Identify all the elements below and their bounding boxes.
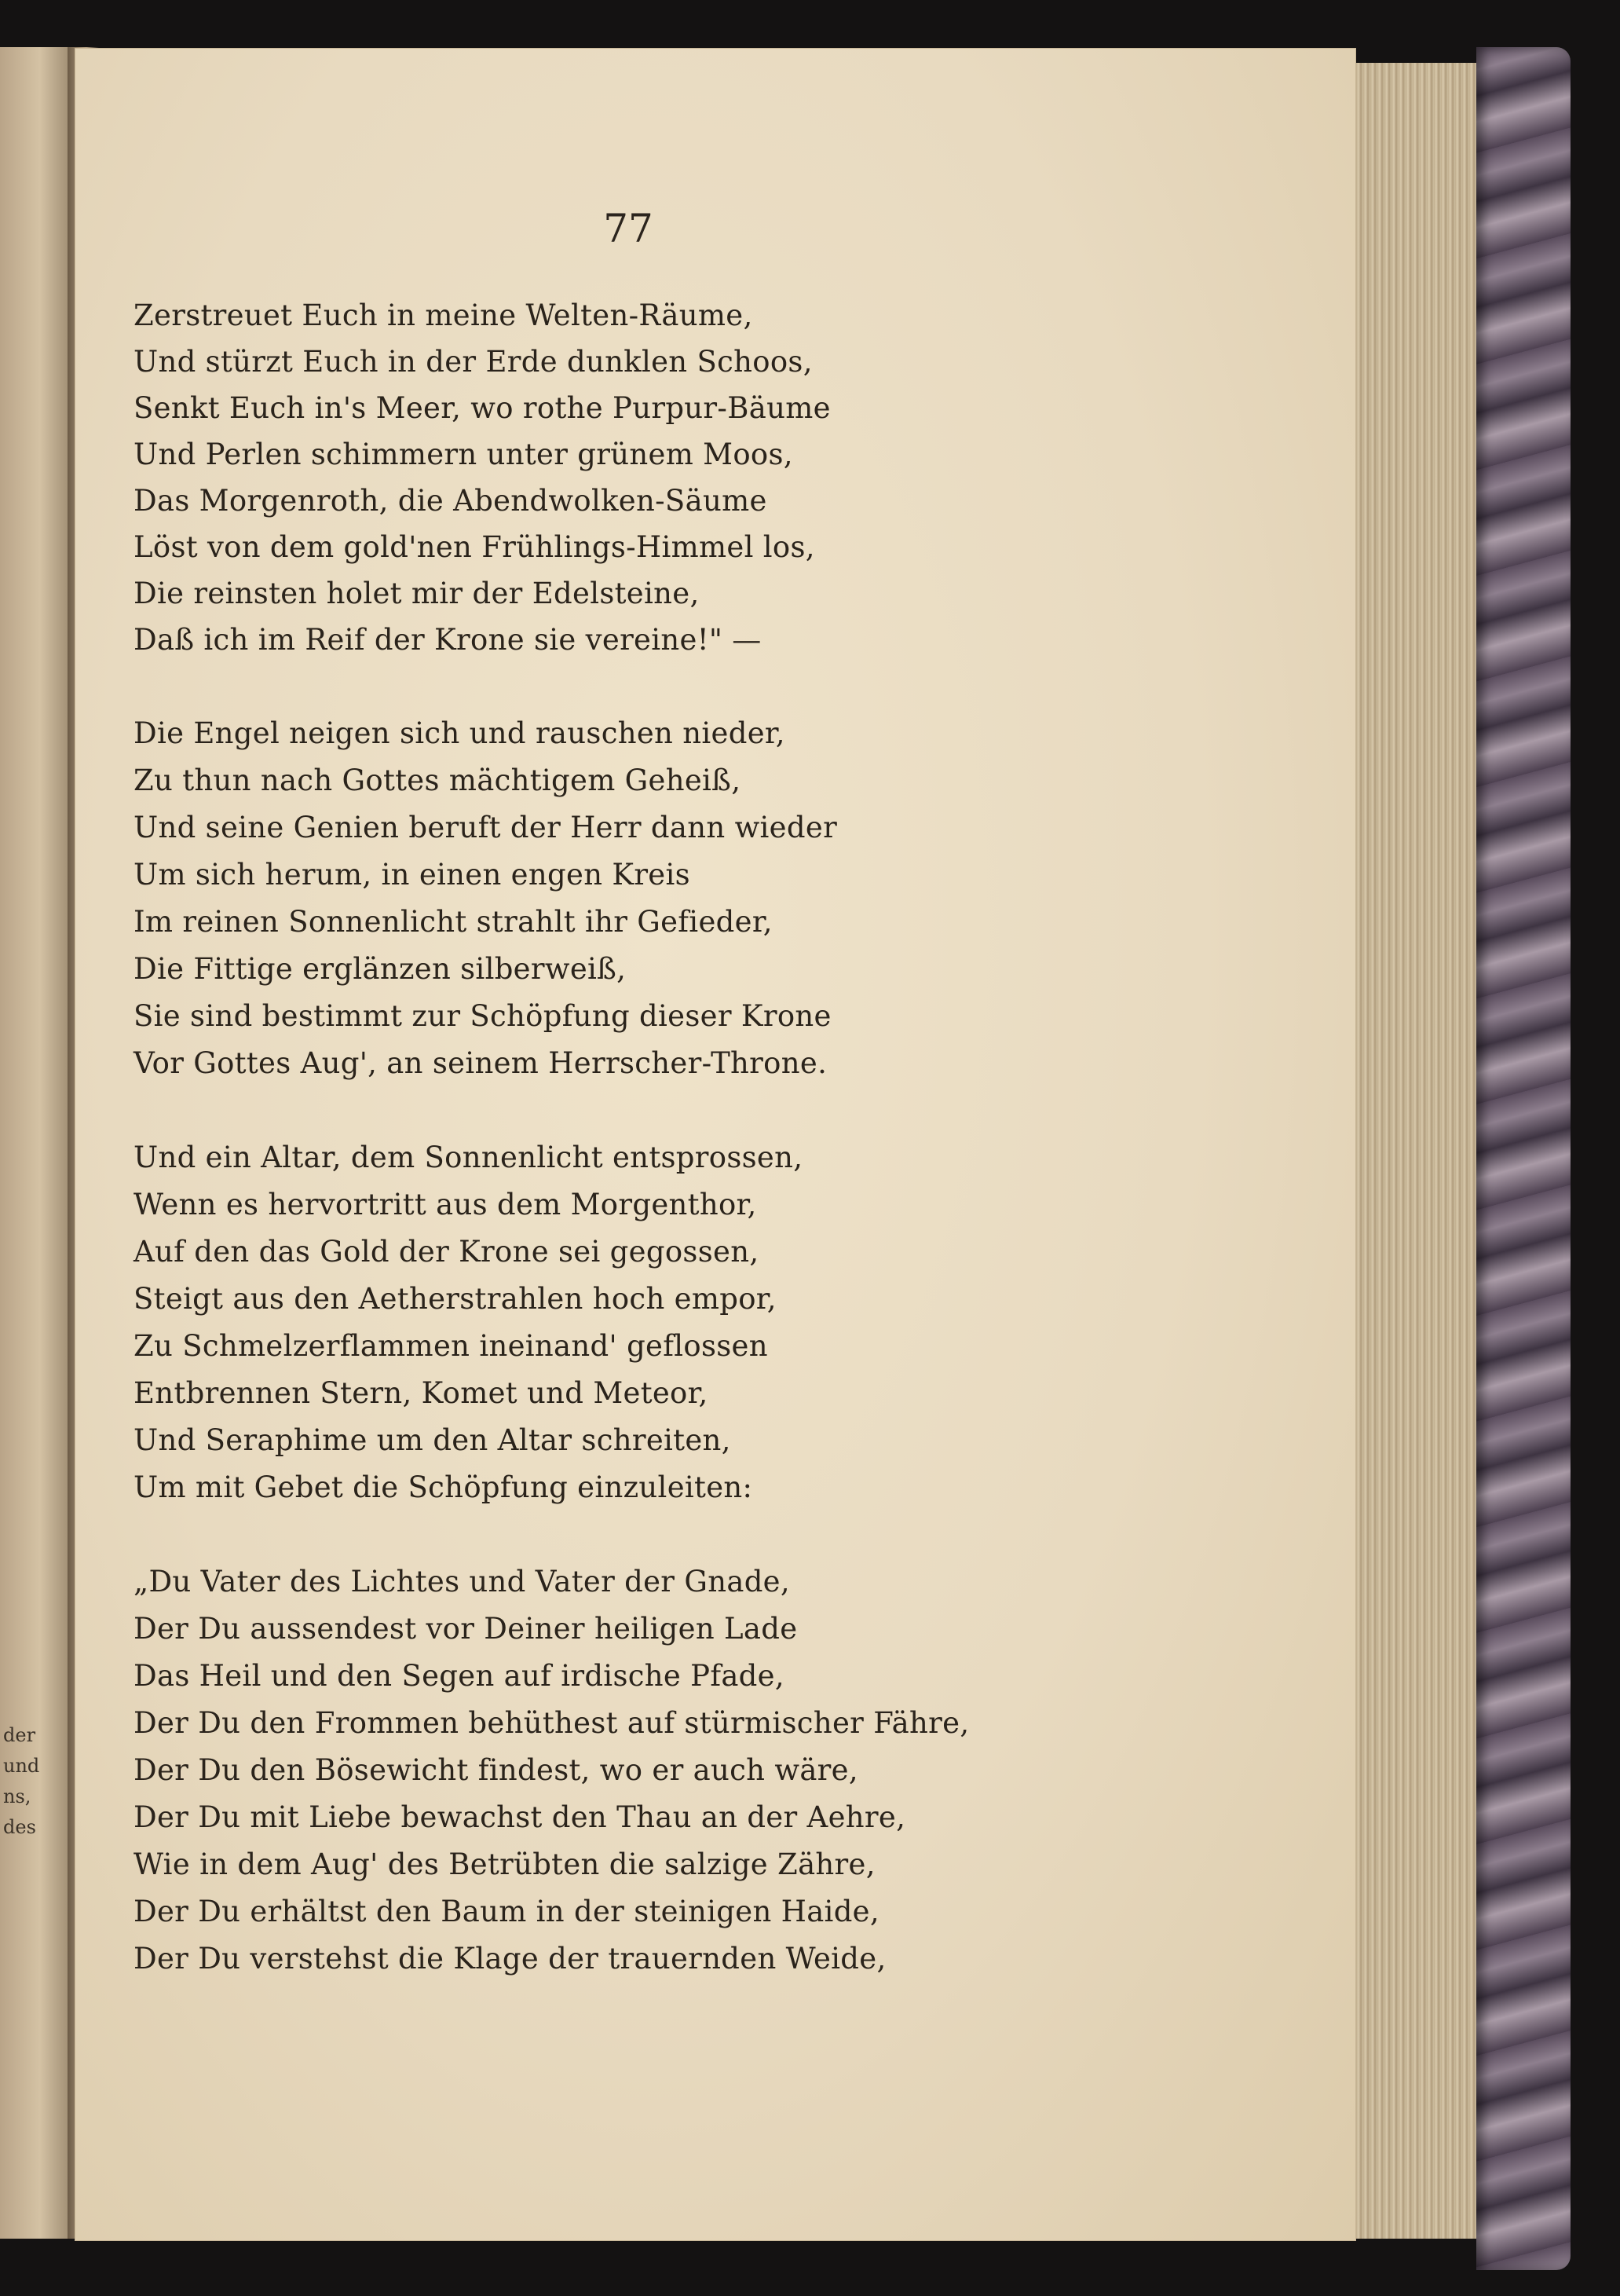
previous-page-fragment: und	[3, 1755, 40, 1777]
verse-line: Zerstreuet Euch in meine Welten-Räume,	[133, 298, 753, 332]
verse-line: Zu thun nach Gottes mächtigem Geheiß,	[133, 764, 741, 797]
verse-line: Und seine Genien beruft der Herr dann wieder	[133, 811, 838, 844]
verse-line: Senkt Euch in's Meer, wo rothe Purpur-Bäume	[133, 391, 831, 425]
previous-page-fragment: ns,	[3, 1785, 31, 1807]
previous-page-edge	[0, 47, 72, 2239]
previous-page-fragment: der	[3, 1724, 36, 1746]
verse-line: Vor Gottes Aug', an seinem Herrscher-Throne.	[133, 1046, 828, 1080]
verse-line: Die Fittige erglänzen silberweiß,	[133, 952, 627, 986]
verse-line: Im reinen Sonnenlicht strahlt ihr Gefieder,	[133, 905, 773, 939]
verse-line: Die reinsten holet mir der Edelsteine,	[133, 577, 700, 610]
verse-line: Und stürzt Euch in der Erde dunklen Schoos,	[133, 345, 813, 379]
verse-line: Entbrennen Stern, Komet und Meteor,	[133, 1376, 708, 1410]
stanza	[133, 292, 1233, 663]
verse-line: Und Seraphime um den Altar schreiten,	[133, 1423, 731, 1457]
verse-line: Das Heil und den Segen auf irdische Pfade,	[133, 1659, 784, 1693]
verse-line: Um mit Gebet die Schöpfung einzuleiten:	[133, 1470, 753, 1504]
verse-line: Der Du aussendest vor Deiner heiligen Lade	[133, 1612, 798, 1646]
stanza	[133, 1558, 1233, 1983]
verse-line: Löst von dem gold'nen Frühlings-Himmel los,	[133, 530, 815, 564]
verse-line: Sie sind bestimmt zur Schöpfung dieser Krone	[133, 999, 832, 1033]
page-edges	[1335, 63, 1484, 2239]
verse-line: Der Du den Frommen behüthest auf stürmischer Fähre,	[133, 1706, 970, 1740]
previous-page-text-fragments	[3, 1720, 66, 1843]
verse-line: „Du Vater des Lichtes und Vater der Gnade,	[133, 1565, 790, 1598]
verse-line: Der Du erhältst den Baum in der steinigen Haide,	[133, 1895, 879, 1928]
poem-text	[133, 292, 1233, 1983]
book-cover-edge	[1476, 47, 1571, 2270]
verse-line: Der Du verstehst die Klage der trauernden Weide,	[133, 1942, 887, 1976]
verse-line: Das Morgenroth, die Abendwolken-Säume	[133, 484, 767, 518]
page-number: 77	[603, 206, 653, 251]
verse-line: Und ein Altar, dem Sonnenlicht entsprossen,	[133, 1141, 803, 1174]
verse-line: Auf den das Gold der Krone sei gegossen,	[133, 1235, 759, 1269]
verse-line: Die Engel neigen sich und rauschen nieder,	[133, 716, 785, 750]
verse-line: Und Perlen schimmern unter grünem Moos,	[133, 438, 793, 471]
verse-line: Der Du mit Liebe bewachst den Thau an der Aehre,	[133, 1800, 906, 1834]
verse-line: Steigt aus den Aetherstrahlen hoch empor,	[133, 1282, 777, 1316]
stanza	[133, 710, 1233, 1087]
stanza	[133, 1134, 1233, 1511]
verse-line: Wie in dem Aug' des Betrübten die salzige Zähre,	[133, 1847, 876, 1881]
verse-line: Wenn es hervortritt aus dem Morgenthor,	[133, 1188, 757, 1221]
verse-line: Daß ich im Reif der Krone sie vereine!" —	[133, 623, 762, 657]
previous-page-fragment: des	[3, 1816, 36, 1838]
verse-line: Zu Schmelzerflammen ineinand' geflossen	[133, 1329, 768, 1363]
verse-line: Der Du den Bösewicht findest, wo er auch wäre,	[133, 1753, 858, 1787]
verse-line: Um sich herum, in einen engen Kreis	[133, 858, 690, 892]
